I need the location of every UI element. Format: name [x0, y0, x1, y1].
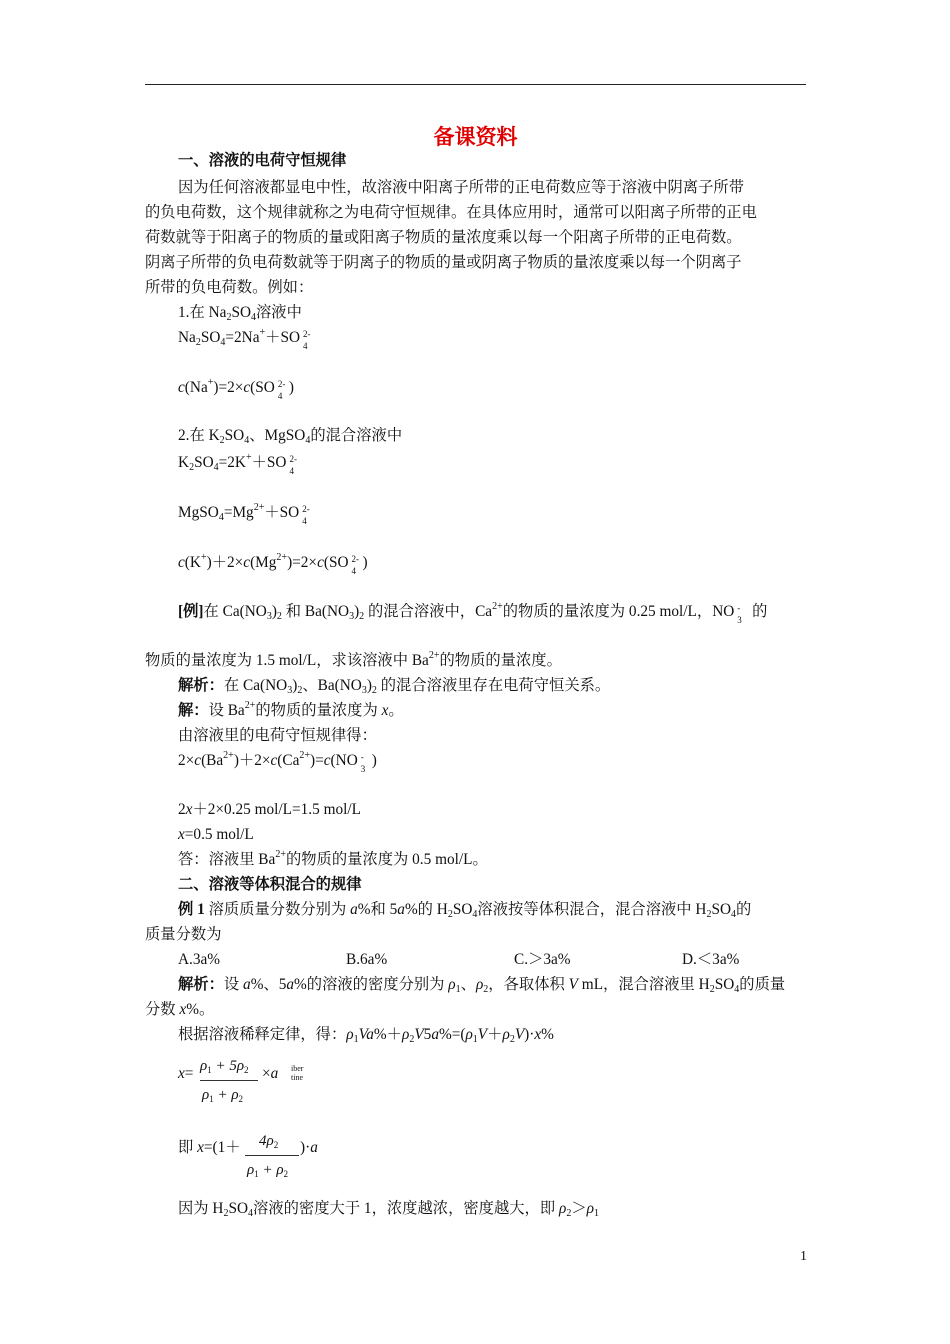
paragraph-line: 的负电荷数，这个规律就称之为电荷守恒规律。在具体应用时，通常可以阳离子所带的正电 — [145, 204, 757, 221]
equation-na-charge: c(Na+)=2×c(SO 2- 4 ) — [178, 377, 294, 401]
times-a: ×a — [262, 1065, 279, 1082]
formula-note-top: iber — [291, 1064, 304, 1073]
example-answer: 答：溶液里 $Ba^{2+}$的物质的量浓度为 0.5 mol/L。 — [178, 849, 488, 868]
equation-result: x=0.5 mol/L — [178, 826, 254, 843]
answer-options — [178, 950, 739, 970]
option-d: D.＜3a% — [682, 951, 740, 968]
dilution-equation: 根据溶液稀释定律，得：$\rho_1Va\%+\rho_2V5a\%=(\rho_1V+\rho_2V)\cdot x\%$ — [178, 1026, 554, 1045]
example-analysis: 解析：在 $Ca(NO_3)_2$、$Ba(NO_3)_2$ 的混合溶液里存在电荷守恒关系。 — [178, 677, 611, 696]
option-a: A.3a% — [178, 951, 221, 968]
equation-k2so4: $K_2SO_4=2K^++SO$ 2- 4 — [178, 452, 297, 476]
page-title: 备课资料 — [433, 125, 518, 149]
equation-k-mg-charge: $c(K^+)+2\times c(Mg^{2+})=2\times c(SO$ 2- 4 ) — [178, 552, 368, 576]
section-2-analysis-line-1: 解析：设 a%、5a%的溶液的密度分别为 $\rho_1$、$\rho_2$，各取体积 V mL，混合溶液里 $H_2SO_4$的质量 — [178, 976, 786, 995]
paragraph-line: 荷数就等于阳离子的物质的量或阳离子物质的量浓度乘以每一个阳离子所带的正电荷数。 — [145, 229, 742, 246]
option-c: C.＞3a% — [514, 951, 571, 968]
equation-ba-ca-charge: $2\times c(Ba^{2+})+2\times c(Ca^{2+})=c(NO$ - 3 ) — [178, 750, 377, 774]
fraction-formula-2: $4\rho_2$ $\rho_1 + \rho_2$ — [245, 1133, 305, 1183]
equation-mgso4: $MgSO_4=Mg^{2+}+SO$ 2- 4 — [178, 502, 310, 526]
example-2-intro: 2.在 $K_2SO_4$、MgSO$_4$的混合溶液中 — [178, 427, 403, 446]
section-1-heading: 一、溶液的电荷守恒规律 — [178, 152, 347, 169]
formula-note-bottom: tine — [291, 1073, 303, 1082]
paragraph-line: 阴离子所带的负电荷数就等于阴离子的物质的量或阴离子物质的量浓度乘以每一个阴离子 — [145, 254, 742, 271]
fraction-formula-2-lhs: 即 x=(1＋ — [178, 1139, 241, 1156]
equation-na2so4: $Na_2SO_4=2Na^++SO$ 2- 4 — [178, 327, 311, 351]
paragraph-line: 所带的负电荷数。例如： — [145, 279, 314, 296]
density-conclusion: 因为 $H_2SO_4$溶液的密度大于 1，浓度越浓，密度越大，即 $\rho_2>\rho_1$ — [178, 1200, 599, 1219]
example-question-line-1: [例]在 $Ca(NO_3)_2$ 和 $Ba(NO_3)_2$ 的混合溶液中，$Ca^{2+}$的物质的量浓度为 0.25 mol/L，NO - 3 的 — [178, 601, 768, 625]
fraction-formula-1: $\rho_1 + 5\rho_2$ $\rho_1 + \rho_2$ — [200, 1058, 280, 1108]
example-solution: 解：设 $Ba^{2+}$的物质的量浓度为 x。 — [178, 700, 404, 719]
option-b: B.6a% — [346, 951, 388, 968]
section-2-example-line-1: 例 1 溶质质量分数分别为 a%和 5a%的 $H_2SO_4$溶液按等体积混合，混合溶液中 $H_2SO_4$的 — [178, 901, 752, 920]
example-question-line-2: 物质的量浓度为 1.5 mol/L，求该溶液中 $Ba^{2+}$的物质的量浓度。 — [145, 650, 562, 669]
fraction-formula-2-rhs: )·a — [300, 1139, 318, 1156]
fraction-formula-1-lhs: x= — [178, 1065, 194, 1082]
paragraph-line: 因为任何溶液都显电中性，故溶液中阳离子所带的正电荷数应等于溶液中阴离子所带 — [178, 179, 744, 196]
page-number: 1 — [800, 1249, 807, 1264]
equation-substitution: 2x＋2×0.25 mol/L=1.5 mol/L — [178, 801, 361, 818]
charge-rule-line: 由溶液里的电荷守恒规律得： — [178, 727, 377, 744]
example-1-intro: 1.在 $Na_2SO_4$溶液中 — [178, 304, 302, 323]
section-2-example-line-2: 质量分数为 — [145, 926, 222, 943]
section-2-heading: 二、溶液等体积混合的规律 — [178, 876, 362, 893]
header-rule — [145, 84, 806, 85]
section-2-analysis-line-2: 分数 x%。 — [145, 1001, 215, 1018]
